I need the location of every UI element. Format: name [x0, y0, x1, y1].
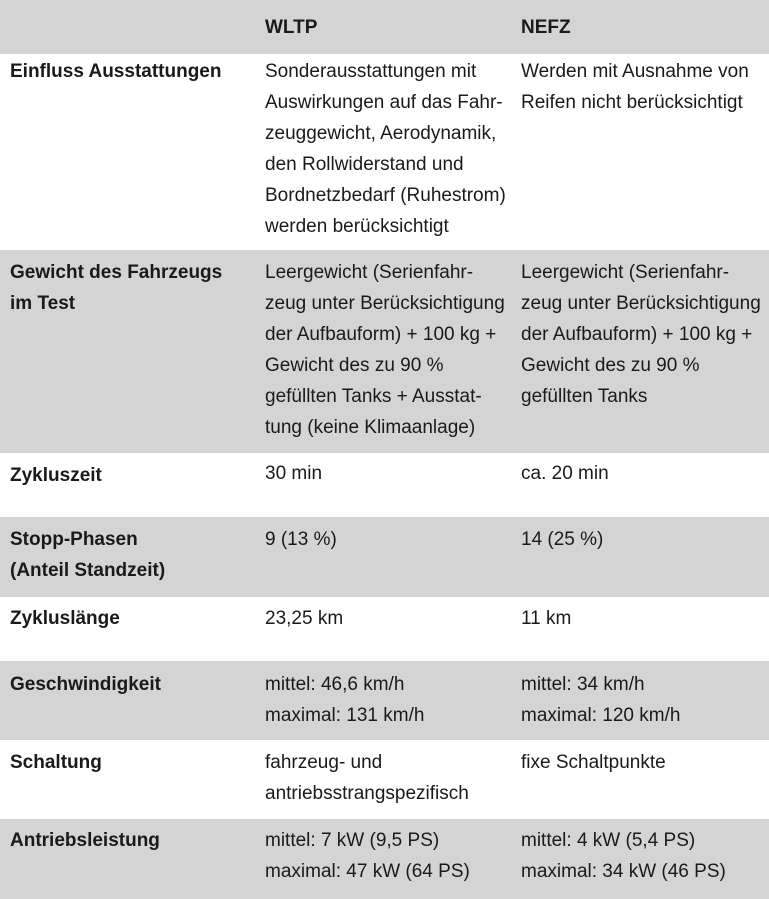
wltp-cell: 9 (13 %) [265, 529, 337, 550]
nefz-cell: Leergewicht (Serienfahr- zeug unter Berücksichtigung der Aufbauform) + 100 kg + Gewicht des zu 90 % gefüllten Tanks [521, 262, 761, 407]
nefz-cell: ca. 20 min [521, 463, 609, 484]
table-header-row [0, 0, 769, 54]
row-label: Zykluslänge [10, 608, 120, 629]
nefz-cell: Werden mit Ausnahme von Reifen nicht berücksichtigt [521, 61, 749, 113]
nefz-cell: fixe Schaltpunkte [521, 752, 666, 773]
table-row [0, 453, 769, 517]
table-row [0, 250, 769, 453]
table-row [0, 661, 769, 740]
wltp-cell: 30 min [265, 463, 323, 484]
row-label: Schaltung [10, 752, 102, 773]
row-label: Geschwindigkeit [10, 674, 161, 695]
wltp-cell: Sonderausstattungen mit Auswirkungen auf das Fahr- zeuggewicht, Aerodynamik, den Rollwiderstand und Bordnetzbedarf (Ruhestrom) werden berücksichtigt [265, 61, 506, 237]
wltp-cell: mittel: 7 kW (9,5 PS) maximal: 47 kW (64 PS) [265, 830, 470, 882]
wltp-cell: 23,25 km [265, 608, 344, 629]
row-label: Gewicht des Fahrzeugs im Test [10, 262, 223, 314]
wltp-cell: fahrzeug- und antriebsstrangspezifisch [265, 752, 469, 804]
table-row [0, 517, 769, 597]
wltp-cell: mittel: 46,6 km/h maximal: 131 km/h [265, 674, 425, 726]
table-row [0, 54, 769, 250]
nefz-cell: mittel: 4 kW (5,4 PS) maximal: 34 kW (46 PS) [521, 830, 726, 882]
row-label: Antriebsleistung [10, 830, 160, 851]
nefz-cell: 11 km [521, 608, 572, 629]
nefz-cell: 14 (25 %) [521, 529, 604, 550]
row-label: Stopp-Phasen (Anteil Standzeit) [10, 529, 166, 581]
table-row [0, 740, 769, 819]
header-wltp: WLTP [265, 17, 318, 38]
row-label: Zykluszeit [10, 465, 102, 486]
table-row [0, 819, 769, 899]
row-label: Einfluss Ausstattungen [10, 61, 222, 82]
wltp-cell: Leergewicht (Serienfahr- zeug unter Berücksichtigung der Aufbauform) + 100 kg + Gewicht des zu 90 % gefüllten Tanks + Ausstat- tung (keine Klimaanlage) [265, 262, 505, 438]
nefz-cell: mittel: 34 km/h maximal: 120 km/h [521, 674, 681, 726]
table-row [0, 597, 769, 661]
header-nefz: NEFZ [521, 17, 571, 38]
